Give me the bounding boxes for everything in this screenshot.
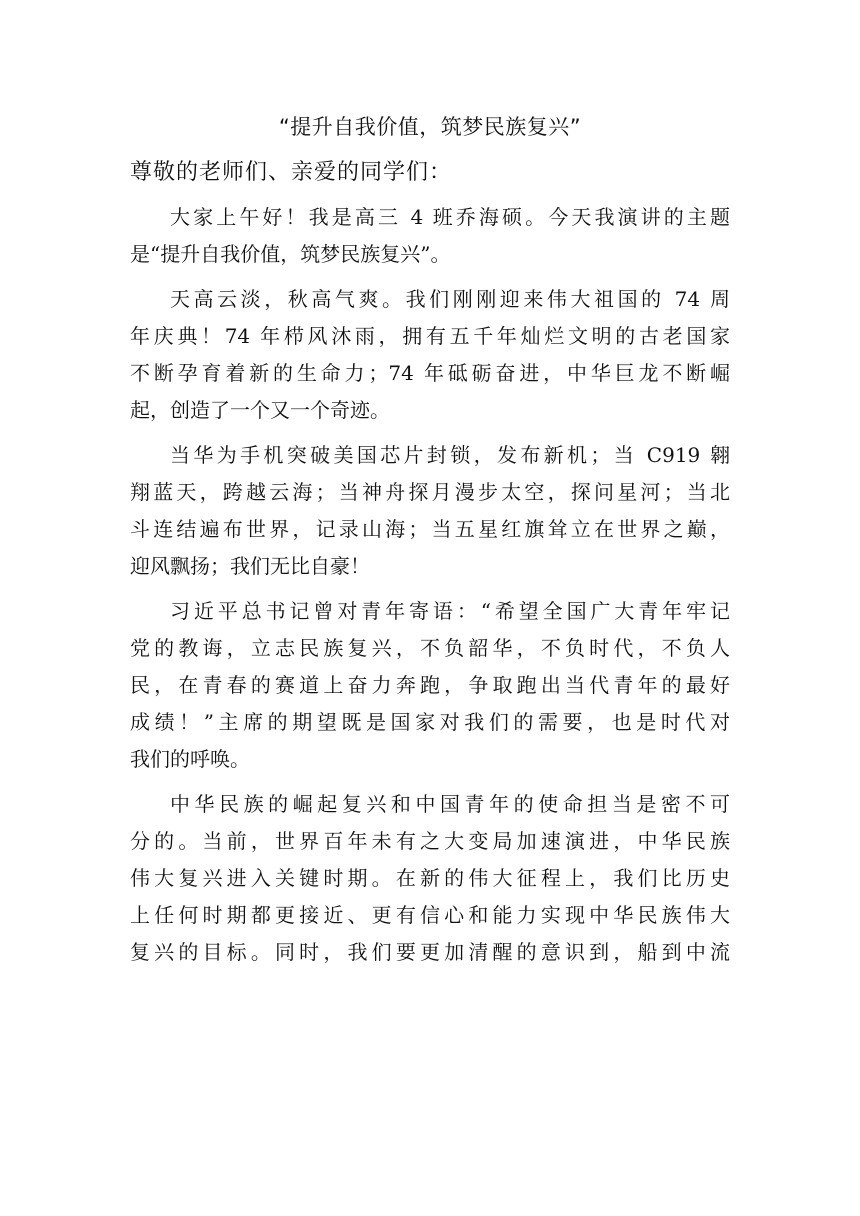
paragraph-5: [130, 786, 730, 971]
paragraph-4: [130, 593, 730, 778]
speech-title: “提升自我价值，筑梦民族复兴”: [278, 115, 582, 139]
text-line: 民，在青春的赛道上奋力奔跑，争取跑出当代青年的最好: [130, 673, 730, 697]
text-line: 大家上午好！我是高三 4 班乔海硕。今天我演讲的主题: [170, 205, 730, 229]
text-line: 党的教诲，立志民族复兴，不负韶华，不负时代，不负人: [130, 636, 730, 660]
text-line: 斗连结遍布世界，记录山海；当五星红旗耸立在世界之巅，: [130, 517, 730, 541]
speech-body: [130, 199, 730, 979]
text-line: 当华为手机突破美国芯片封锁，发布新机；当 C919 翱: [170, 443, 730, 467]
text-line: 年庆典！74 年栉风沐雨，拥有五千年灿烂文明的古老国家: [130, 324, 730, 348]
paragraph-1: [130, 199, 730, 273]
text-line: 中华民族的崛起复兴和中国青年的使命担当是密不可: [170, 792, 730, 816]
text-line: 起，创造了一个又一个奇迹。: [130, 398, 390, 422]
text-line: 伟大复兴进入关键时期。在新的伟大征程上，我们比历史: [130, 866, 730, 890]
text-line: 我们的呼唤。: [130, 747, 250, 771]
salutation: 尊敬的老师们、亲爱的同学们：: [130, 160, 453, 185]
text-line: 上任何时期都更接近、更有信心和能力实现中华民族伟大: [130, 903, 730, 927]
text-line: 成绩！”主席的期望既是国家对我们的需要，也是时代对: [130, 710, 730, 734]
text-line: 翔蓝天，跨越云海；当神舟探月漫步太空，探问星河；当北: [130, 480, 730, 504]
text-line: 复兴的目标。同时，我们要更加清醒的意识到，船到中流: [130, 940, 730, 964]
text-line: 迎风飘扬；我们无比自豪！: [130, 554, 370, 578]
paragraph-3: [130, 437, 730, 585]
text-line: 不断孕育着新的生命力；74 年砥砺奋进，中华巨龙不断崛: [130, 361, 730, 385]
paragraph-2: [130, 281, 730, 429]
text-line: 习近平总书记曾对青年寄语：“希望全国广大青年牢记: [170, 599, 730, 623]
text-line: 分的。当前，世界百年未有之大变局加速演进，中华民族: [130, 829, 730, 853]
text-line: 是“提升自我价值，筑梦民族复兴”。: [130, 242, 451, 266]
text-line: 天高云淡，秋高气爽。我们刚刚迎来伟大祖国的 74 周: [170, 287, 730, 311]
